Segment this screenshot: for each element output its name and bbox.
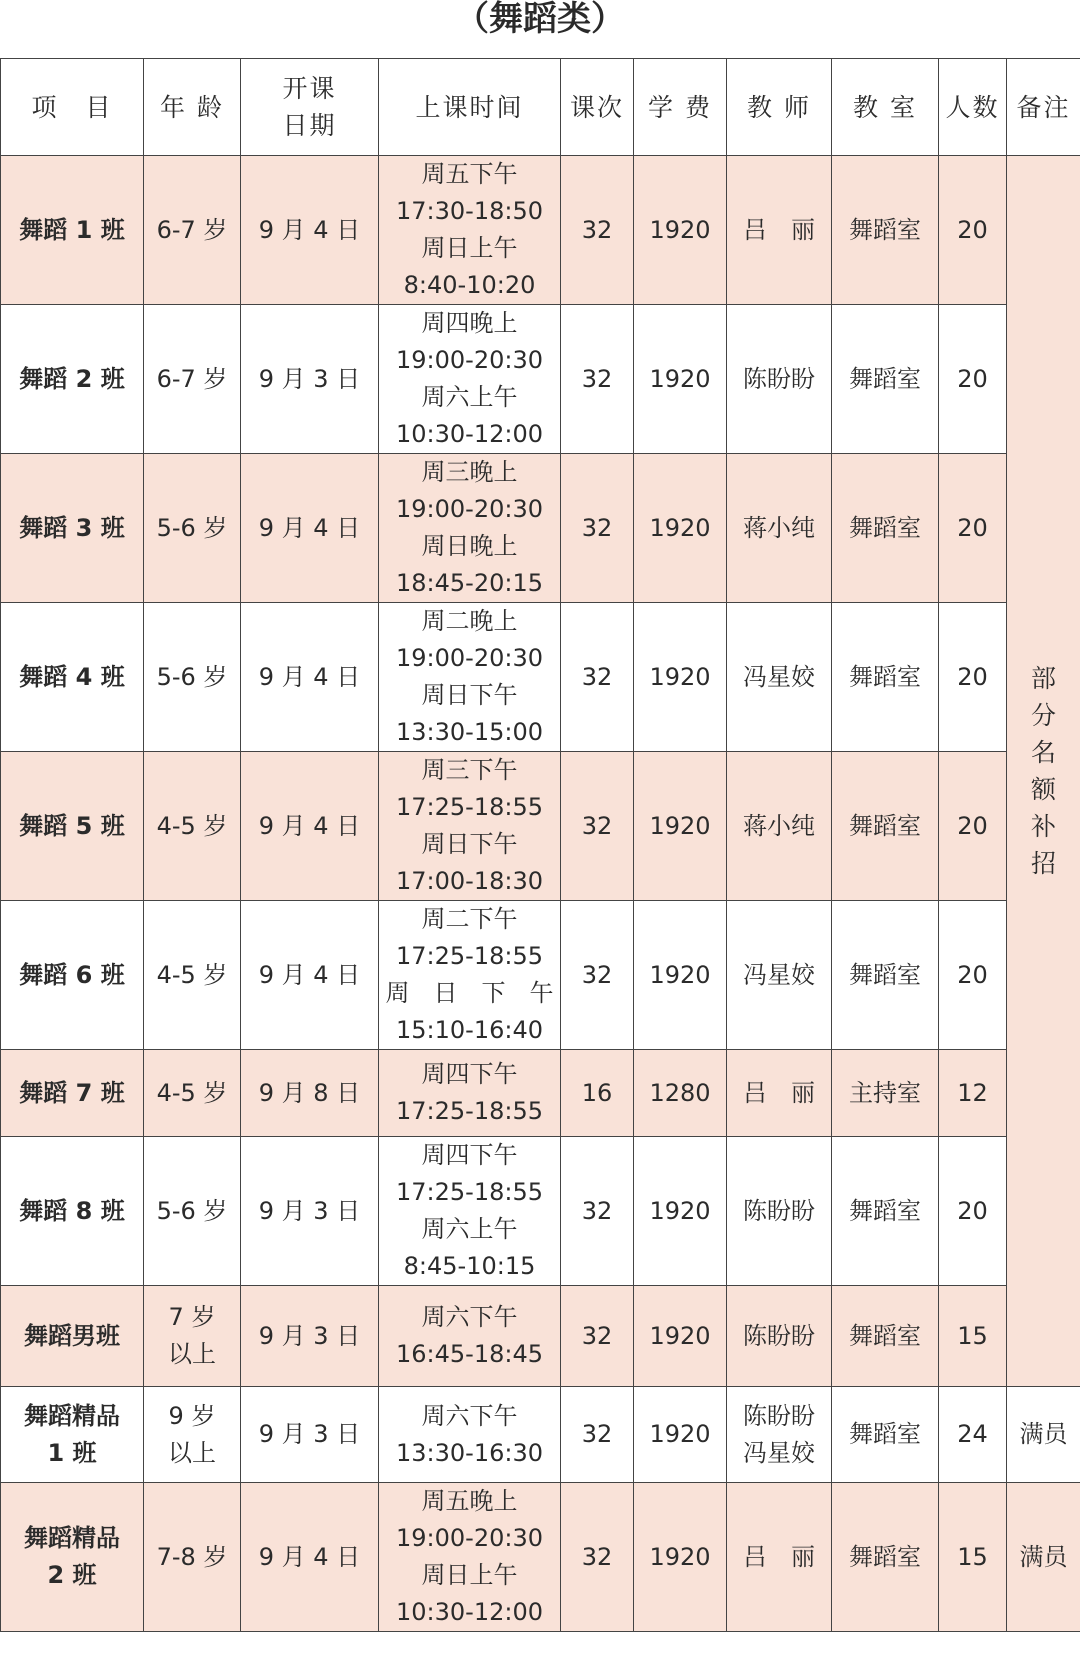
class-time-line: 周二晚上 [421, 607, 518, 635]
class-time-line: 19:00-20:30 [396, 346, 543, 374]
sessions-cell: 32 [561, 1286, 634, 1387]
age-line: 5-6 岁 [156, 662, 228, 691]
count-cell: 15 [939, 1483, 1007, 1632]
note-merged-cell [1007, 156, 1080, 1387]
teacher-cell [727, 603, 832, 752]
count-cell: 20 [939, 752, 1007, 901]
class-time-line: 8:45-10:15 [403, 1252, 536, 1280]
header-start-date-line: 日期 [282, 111, 337, 140]
table-row [1, 156, 1080, 305]
count-cell: 20 [939, 1137, 1007, 1286]
project-name: 舞蹈 7 班 [19, 1078, 125, 1107]
teacher-name: 吕 丽 [743, 1078, 815, 1107]
age-cell [144, 1286, 241, 1387]
project-name: 舞蹈 4 班 [19, 662, 125, 691]
age-cell [144, 156, 241, 305]
table-row [1, 1286, 1080, 1387]
fee-cell: 1920 [634, 603, 727, 752]
teacher-cell [727, 1286, 832, 1387]
class-time-line: 19:00-20:30 [396, 495, 543, 523]
teacher-name: 冯星姣 [743, 960, 815, 989]
class-time-line: 17:25-18:55 [396, 1097, 543, 1125]
class-time-line: 周四下午 [421, 1060, 518, 1088]
age-cell [144, 1483, 241, 1632]
teacher-name: 蒋小纯 [743, 513, 815, 542]
count-cell: 20 [939, 901, 1007, 1050]
table-row [1, 305, 1080, 454]
sessions-cell: 32 [561, 901, 634, 1050]
age-line: 6-7 岁 [156, 215, 228, 244]
age-cell [144, 603, 241, 752]
class-time-cell [379, 1286, 561, 1387]
class-time-line: 周三晚上 [421, 458, 518, 486]
project-name: 2 班 [47, 1561, 97, 1589]
class-time-line: 19:00-20:30 [396, 1524, 543, 1552]
class-time-line: 周日上午 [421, 1561, 518, 1589]
teacher-cell [727, 901, 832, 1050]
class-time-line: 周三下午 [421, 756, 518, 784]
teacher-name: 陈盼盼 [743, 364, 815, 393]
count-cell: 20 [939, 454, 1007, 603]
class-time-cell [379, 1137, 561, 1286]
class-time-line: 周日晚上 [421, 532, 518, 560]
class-time-cell [379, 305, 561, 454]
project-cell [1, 305, 144, 454]
room-cell: 舞蹈室 [832, 1286, 939, 1387]
age-line: 5-6 岁 [156, 1196, 228, 1225]
course-schedule-table [0, 58, 1080, 1632]
teacher-name: 冯星姣 [743, 1438, 815, 1467]
count-cell: 20 [939, 305, 1007, 454]
age-cell [144, 454, 241, 603]
age-cell [144, 901, 241, 1050]
age-line: 4-5 岁 [156, 811, 228, 840]
project-name: 舞蹈精品 [24, 1401, 120, 1430]
class-time-line: 周日上午 [421, 234, 518, 262]
header-count: 人数 [939, 59, 1007, 156]
project-cell [1, 1387, 144, 1483]
room-cell: 舞蹈室 [832, 1483, 939, 1632]
fee-cell: 1920 [634, 1387, 727, 1483]
teacher-cell [727, 752, 832, 901]
start-date-cell: 9 月 3 日 [241, 305, 379, 454]
class-time-cell [379, 156, 561, 305]
sessions-cell: 32 [561, 603, 634, 752]
start-date-cell: 9 月 3 日 [241, 1286, 379, 1387]
teacher-cell [727, 1387, 832, 1483]
room-cell: 舞蹈室 [832, 454, 939, 603]
sessions-cell: 32 [561, 454, 634, 603]
fee-cell: 1280 [634, 1050, 727, 1137]
header-project: 项 目 [1, 59, 144, 156]
class-time-line: 周 日 下 午 [385, 979, 554, 1007]
project-name: 1 班 [47, 1438, 97, 1467]
class-time-line: 16:45-18:45 [396, 1340, 543, 1368]
age-line: 5-6 岁 [156, 513, 228, 542]
class-time-line: 周二下午 [421, 905, 518, 933]
project-cell [1, 752, 144, 901]
teacher-cell [727, 305, 832, 454]
class-time-line: 周六上午 [421, 383, 518, 411]
project-cell [1, 901, 144, 1050]
project-name: 舞蹈男班 [24, 1321, 120, 1350]
age-line: 7 岁 [168, 1303, 216, 1331]
start-date-cell: 9 月 4 日 [241, 1483, 379, 1632]
class-time-line: 周四晚上 [421, 309, 518, 337]
fee-cell: 1920 [634, 752, 727, 901]
class-time-cell [379, 752, 561, 901]
sessions-cell: 32 [561, 1137, 634, 1286]
note-cell: 满员 [1007, 1387, 1080, 1483]
project-cell [1, 1286, 144, 1387]
room-cell: 舞蹈室 [832, 901, 939, 1050]
project-cell [1, 603, 144, 752]
class-time-cell [379, 1050, 561, 1137]
age-line: 以上 [168, 1438, 216, 1467]
project-name: 舞蹈 5 班 [19, 811, 125, 840]
class-time-line: 18:45-20:15 [396, 569, 543, 597]
start-date-cell: 9 月 8 日 [241, 1050, 379, 1137]
header-start-date-line: 开课 [282, 74, 337, 103]
age-cell [144, 1137, 241, 1286]
note-merged-text: 部分名额补招 [1030, 663, 1056, 878]
class-time-line: 19:00-20:30 [396, 644, 543, 672]
class-time-line: 周六下午 [421, 1303, 518, 1331]
age-line: 4-5 岁 [156, 960, 228, 989]
class-time-line: 8:40-10:20 [403, 271, 536, 299]
fee-cell: 1920 [634, 454, 727, 603]
start-date-cell: 9 月 4 日 [241, 603, 379, 752]
class-time-line: 17:25-18:55 [396, 793, 543, 821]
room-cell: 主持室 [832, 1050, 939, 1137]
class-time-line: 13:30-16:30 [396, 1438, 543, 1467]
class-time-line: 13:30-15:00 [396, 718, 543, 746]
page-title: （舞蹈类） [455, 0, 625, 39]
class-time-line: 周五下午 [421, 160, 518, 188]
room-cell: 舞蹈室 [832, 752, 939, 901]
start-date-cell: 9 月 3 日 [241, 1137, 379, 1286]
table-row [1, 752, 1080, 901]
start-date-cell: 9 月 4 日 [241, 901, 379, 1050]
teacher-cell [727, 454, 832, 603]
project-name: 舞蹈 8 班 [19, 1196, 125, 1225]
class-time-cell [379, 454, 561, 603]
class-time-line: 15:10-16:40 [396, 1016, 543, 1044]
sessions-cell: 32 [561, 1483, 634, 1632]
room-cell: 舞蹈室 [832, 305, 939, 454]
project-cell [1, 1050, 144, 1137]
fee-cell: 1920 [634, 156, 727, 305]
sessions-cell: 32 [561, 752, 634, 901]
class-time-cell [379, 603, 561, 752]
room-cell: 舞蹈室 [832, 1387, 939, 1483]
teacher-name: 陈盼盼 [743, 1401, 815, 1430]
class-time-cell [379, 901, 561, 1050]
teacher-name: 吕 丽 [743, 215, 815, 244]
fee-cell: 1920 [634, 1483, 727, 1632]
count-cell: 20 [939, 603, 1007, 752]
fee-cell: 1920 [634, 1137, 727, 1286]
start-date-cell: 9 月 4 日 [241, 454, 379, 603]
fee-cell: 1920 [634, 901, 727, 1050]
fee-cell: 1920 [634, 305, 727, 454]
header-note: 备注 [1007, 59, 1080, 156]
class-time-cell [379, 1387, 561, 1483]
class-time-line: 17:30-18:50 [396, 197, 543, 225]
header-room: 教 室 [832, 59, 939, 156]
count-cell: 12 [939, 1050, 1007, 1137]
class-time-line: 周六下午 [421, 1401, 518, 1430]
class-time-line: 17:25-18:55 [396, 1178, 543, 1206]
class-time-line: 10:30-12:00 [396, 420, 543, 448]
class-time-line: 10:30-12:00 [396, 1598, 543, 1626]
sessions-cell: 32 [561, 156, 634, 305]
class-time-line: 17:25-18:55 [396, 942, 543, 970]
table-row [1, 1483, 1080, 1632]
table-row [1, 454, 1080, 603]
age-line: 以上 [168, 1340, 216, 1368]
header-class-time: 上课时间 [379, 59, 561, 156]
class-time-cell [379, 1483, 561, 1632]
class-time-line: 周日下午 [421, 830, 518, 858]
table-row [1, 901, 1080, 1050]
project-cell [1, 1137, 144, 1286]
header-sessions: 课次 [561, 59, 634, 156]
table-header-row [1, 59, 1080, 156]
age-cell [144, 752, 241, 901]
teacher-cell [727, 1137, 832, 1286]
age-cell [144, 1050, 241, 1137]
start-date-cell: 9 月 4 日 [241, 156, 379, 305]
count-cell: 20 [939, 156, 1007, 305]
age-line: 7-8 岁 [156, 1542, 228, 1571]
class-time-line: 周日下午 [421, 681, 518, 709]
age-line: 4-5 岁 [156, 1078, 228, 1107]
fee-cell: 1920 [634, 1286, 727, 1387]
age-line: 6-7 岁 [156, 364, 228, 393]
class-time-line: 周五晚上 [421, 1487, 518, 1515]
project-name: 舞蹈 2 班 [19, 364, 125, 393]
table-row [1, 1387, 1080, 1483]
table-row [1, 1050, 1080, 1137]
sessions-cell: 16 [561, 1050, 634, 1137]
table-row [1, 603, 1080, 752]
class-time-line: 周四下午 [421, 1141, 518, 1169]
count-cell: 15 [939, 1286, 1007, 1387]
start-date-cell: 9 月 4 日 [241, 752, 379, 901]
project-name: 舞蹈 6 班 [19, 960, 125, 989]
teacher-name: 吕 丽 [743, 1542, 815, 1571]
project-name: 舞蹈 3 班 [19, 513, 125, 542]
table-row [1, 1137, 1080, 1286]
room-cell: 舞蹈室 [832, 603, 939, 752]
class-time-line: 周六上午 [421, 1215, 518, 1243]
teacher-cell [727, 1483, 832, 1632]
sessions-cell: 32 [561, 305, 634, 454]
teacher-name: 冯星姣 [743, 662, 815, 691]
count-cell: 24 [939, 1387, 1007, 1483]
class-time-line: 17:00-18:30 [396, 867, 543, 895]
teacher-name: 陈盼盼 [743, 1321, 815, 1350]
teacher-name: 蒋小纯 [743, 811, 815, 840]
age-cell [144, 305, 241, 454]
room-cell: 舞蹈室 [832, 156, 939, 305]
header-teacher: 教 师 [727, 59, 832, 156]
age-cell [144, 1387, 241, 1483]
room-cell: 舞蹈室 [832, 1137, 939, 1286]
header-age: 年 龄 [144, 59, 241, 156]
project-cell [1, 454, 144, 603]
note-cell: 满员 [1007, 1483, 1080, 1632]
header-start-date [241, 59, 379, 156]
teacher-name: 陈盼盼 [743, 1196, 815, 1225]
age-line: 9 岁 [168, 1401, 216, 1430]
teacher-cell [727, 1050, 832, 1137]
project-cell [1, 156, 144, 305]
project-name: 舞蹈 1 班 [19, 215, 125, 244]
teacher-cell [727, 156, 832, 305]
project-name: 舞蹈精品 [24, 1524, 120, 1552]
project-cell [1, 1483, 144, 1632]
header-fee: 学 费 [634, 59, 727, 156]
start-date-cell: 9 月 3 日 [241, 1387, 379, 1483]
sessions-cell: 32 [561, 1387, 634, 1483]
